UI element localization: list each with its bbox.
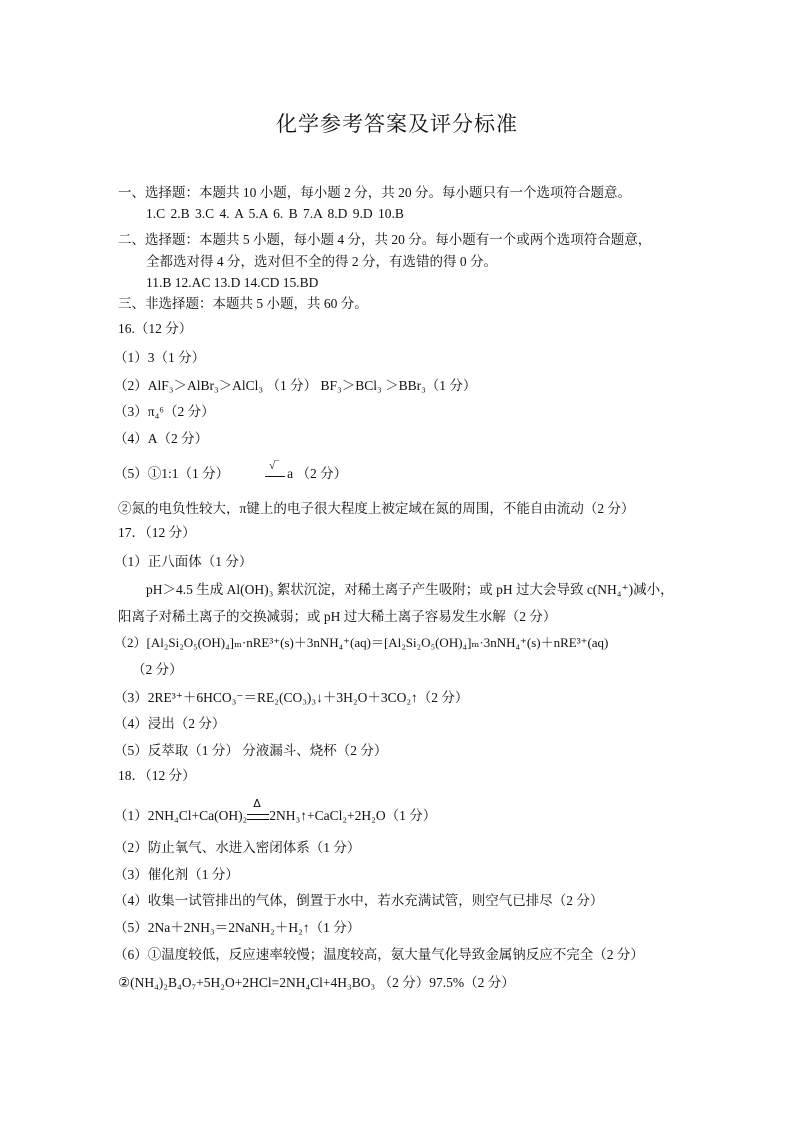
section2-heading: 二、选择题：本题共 5 小题，每小题 4 分，共 20 分。每小题有一个或两个选项符合题意，	[118, 232, 652, 247]
q18-part3: （3）催化剂（1 分）	[114, 867, 239, 882]
q18-heading: 18．（12 分）	[118, 768, 196, 783]
q18-part5: （5）2Na＋2NH₃＝2NaNH₂＋H₂↑（1 分）	[114, 920, 361, 935]
q18-part1-products: 2NH₃↑+CaCl₂+2H₂O（1 分）	[269, 808, 437, 823]
q16-part5-score: （2 分）	[293, 466, 348, 481]
q17-part1: （1）正八面体（1 分）	[114, 554, 253, 569]
heat-icon: Δ	[253, 797, 261, 810]
q17-heading: 17．（12 分）	[118, 525, 196, 540]
q17-part5: （5）反萃取（1 分） 分液漏斗、烧杯（2 分）	[114, 743, 388, 758]
section3-heading: 三、非选择题：本题共 5 小题，共 60 分。	[118, 296, 368, 311]
q16-part5-var: a	[287, 466, 294, 481]
q17-part2: （2）[Al₂Si₂O₅(OH)₄]ₘ·nRE³⁺(s)＋3nNH₄⁺(aq)＝[Al₂Si₂O₅(OH)₄]ₘ·3nNH₄⁺(s)＋nRE³⁺(aq)	[114, 635, 609, 650]
fraction-bar	[265, 476, 285, 477]
q18-part6-2: ②(NH₄)₂B₄O₇+5H₂O+2HCl=2NH₄Cl+4H₃BO₃ （2 分）97.5%（2 分）	[118, 975, 515, 990]
sqrt-fraction	[265, 459, 287, 483]
equals-bar	[247, 814, 269, 820]
q18-part1	[114, 797, 437, 825]
page-title: 化学参考答案及评分标准	[276, 112, 518, 136]
q18-part1-reactants: （1）2NH₄Cl+Ca(OH)₂	[114, 808, 248, 823]
q18-part2: （2）防止氧气、水进入密闭体系（1 分）	[114, 840, 361, 855]
section1-answers: 1.C 2.B 3.C 4. A 5.A 6. B 7.A 8.D 9.D 10.B	[146, 206, 404, 221]
section2-heading-cont: 全都选对得 4 分，选对但不全的得 2 分，有选错的得 0 分。	[146, 254, 497, 269]
sqrt-symbol: √‾	[269, 459, 279, 472]
q18-part6: （6）①温度较低，反应速率较慢；温度较高，氨大量气化导致金属钠反应不完全（2 分）	[114, 947, 644, 962]
q16-part5-ratio: （5）①1:1（1 分）	[114, 466, 230, 481]
q16-part2: （2）AlF₃＞AlBr₃＞AlCl₃ （1 分） BF₃＞BCl₃ ＞BBr₃（1 分）	[114, 378, 477, 393]
q17-part3: （3）2RE³⁺＋6HCO₃⁻＝RE₂(CO₃)₃↓＋3H₂O＋3CO₂↑（2 分）	[114, 690, 469, 705]
q16-heading: 16.（12 分）	[118, 321, 193, 336]
q16-part5-2: ②氮的电负性较大，π键上的电子很大程度上被定域在氮的周围，不能自由流动（2 分）	[118, 501, 635, 516]
q17-part2-score: （2 分）	[132, 662, 183, 677]
section2-answers: 11.B 12.AC 13.D 14.CD 15.BD	[146, 275, 319, 290]
q16-part3: （3）π₄⁶（2 分）	[114, 404, 215, 419]
q16-part4: （4）A（2 分）	[114, 431, 209, 446]
section1-heading: 一、选择题：本题共 10 小题，每小题 2 分，共 20 分。每小题只有一个选项符合题意。	[118, 185, 631, 200]
q17-part1-explain: pH＞4.5 生成 Al(OH)₃ 絮状沉淀，对稀土离子产生吸附；或 pH 过大会导致 c(NH₄⁺)减小，	[146, 582, 674, 597]
heat-equals-sign	[247, 797, 269, 825]
q16-part1: （1）3（1 分）	[114, 350, 206, 365]
q17-part1-explain-cont: 阳离子对稀土离子的交换减弱；或 pH 过大稀土离子容易发生水解（2 分）	[118, 609, 557, 624]
q17-part4: （4）浸出（2 分）	[114, 716, 226, 731]
q16-part5	[114, 459, 348, 483]
q18-part4: （4）收集一试管排出的气体，倒置于水中，若水充满试管，则空气已排尽（2 分）	[114, 893, 604, 908]
